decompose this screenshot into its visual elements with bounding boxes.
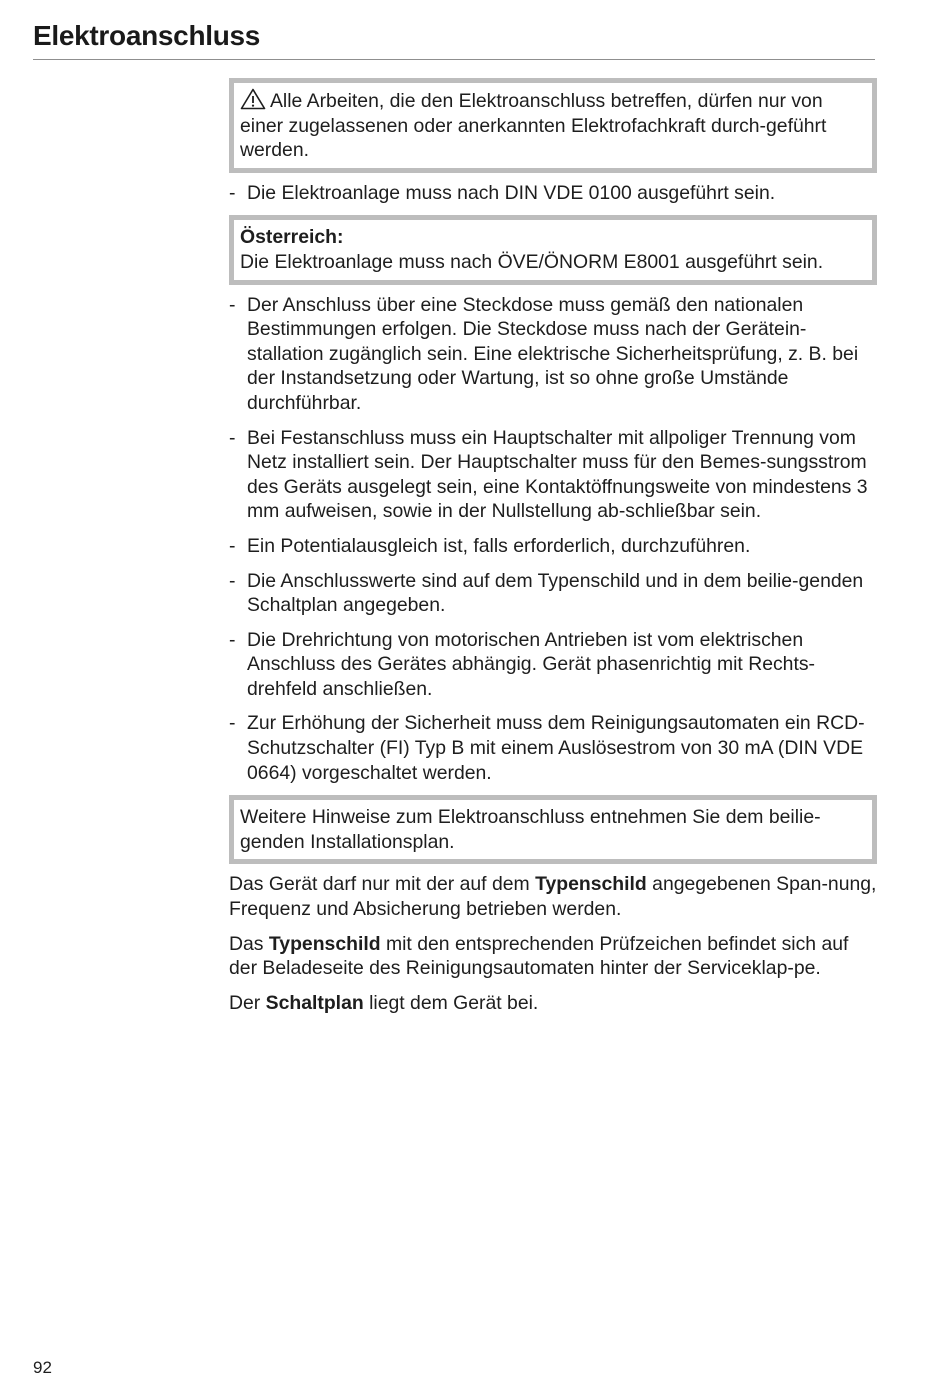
list-item-text: Die Elektroanlage muss nach DIN VDE 0100 ausgeführt sein. bbox=[247, 181, 776, 204]
paragraph-bold-text: Schaltplan bbox=[265, 991, 364, 1014]
paragraph-typenschild-voltage bbox=[229, 872, 877, 921]
paragraph-text: Der bbox=[229, 991, 266, 1014]
list-item bbox=[229, 569, 877, 618]
warning-box bbox=[229, 78, 877, 173]
page-title: Elektroanschluss bbox=[33, 20, 261, 51]
bullet-dash: - bbox=[229, 426, 236, 449]
paragraph-typenschild-location bbox=[229, 932, 877, 981]
list-item bbox=[229, 426, 877, 524]
list-item-text: Ein Potentialausgleich ist, falls erforderlich, durchzuführen. bbox=[247, 534, 751, 557]
bullet-dash: - bbox=[229, 569, 236, 592]
title-divider bbox=[33, 59, 875, 60]
austria-box bbox=[229, 215, 877, 284]
bullet-dash: - bbox=[229, 181, 236, 204]
list-item bbox=[229, 711, 877, 785]
info-text: Weitere Hinweise zum Elektroanschluss entnehmen Sie dem beilie-genden Installationsplan. bbox=[240, 806, 821, 853]
austria-heading: Österreich: bbox=[240, 226, 344, 249]
list-item bbox=[229, 293, 877, 416]
info-box bbox=[229, 795, 877, 864]
list-item-text: Die Drehrichtung von motorischen Antrieben ist vom elektrischen Anschluss des Gerätes abhängig. Gerät phasenrichtig mit Rechts-drehfeld anschließen. bbox=[247, 628, 815, 700]
list-item bbox=[229, 181, 877, 206]
paragraph-bold-text: Typenschild bbox=[535, 873, 647, 896]
bullet-dash: - bbox=[229, 293, 236, 316]
list-item bbox=[229, 628, 877, 702]
warning-triangle-icon bbox=[240, 88, 266, 110]
austria-text: Die Elektroanlage muss nach ÖVE/ÖNORM E8001 ausgeführt sein. bbox=[240, 250, 824, 273]
paragraph-bold-text: Typenschild bbox=[268, 932, 381, 955]
warning-text: Alle Arbeiten, die den Elektroanschluss betreffen, dürfen nur von einer zugelassenen oder anerkannten Elektrofachkraft durch-geführt werden. bbox=[240, 90, 827, 162]
paragraph-text: Das Gerät darf nur mit der auf dem bbox=[229, 873, 536, 896]
bullet-dash: - bbox=[229, 628, 236, 651]
bullet-dash: - bbox=[229, 534, 236, 557]
main-content bbox=[229, 78, 877, 1025]
list-item-text: Der Anschluss über eine Steckdose muss gemäß den nationalen Bestimmungen erfolgen. Die Steckdose muss nach der Gerätein-stallation zugänglich sein. Eine elektrische Sicherheitsprüfung, z. B. bei der Instandsetzung oder Wartung, ist so ohne große Umstände durchführbar. bbox=[247, 293, 859, 414]
paragraph-schaltplan bbox=[229, 991, 877, 1016]
bullet-dash: - bbox=[229, 712, 236, 735]
paragraph-text: angegebenen Span-nung, Frequenz und Absicherung betrieben werden. bbox=[229, 873, 877, 921]
list-item-text: Zur Erhöhung der Sicherheit muss dem Reinigungsautomaten ein RCD-Schutzschalter (FI) Typ B mit einem Auslösestrom von 30 mA (DIN VDE 0664) vorgeschaltet werden. bbox=[247, 712, 865, 784]
paragraph-text: mit den entsprechenden Prüfzeichen befindet sich auf der Beladeseite des Reinigungsautomaten hinter der Serviceklap-pe. bbox=[229, 932, 849, 980]
list-item-text: Bei Festanschluss muss ein Hauptschalter mit allpoliger Trennung vom Netz installiert sein. Der Hauptschalter muss für den Bemes-sungsstrom des Geräts ausgelegt sein, eine Kontaktöffnungsweite von mindestens 3 mm aufweisen, sowie in der Nullstellung ab-schließbar sein. bbox=[247, 426, 868, 523]
paragraph-text: liegt dem Gerät bei. bbox=[363, 991, 539, 1014]
list-item bbox=[229, 534, 877, 559]
paragraph-text: Das bbox=[229, 932, 269, 955]
list-item-text: Die Anschlusswerte sind auf dem Typenschild und in dem beilie-genden Schaltplan angegeben. bbox=[247, 569, 864, 617]
page-number: 92 bbox=[33, 1358, 52, 1377]
